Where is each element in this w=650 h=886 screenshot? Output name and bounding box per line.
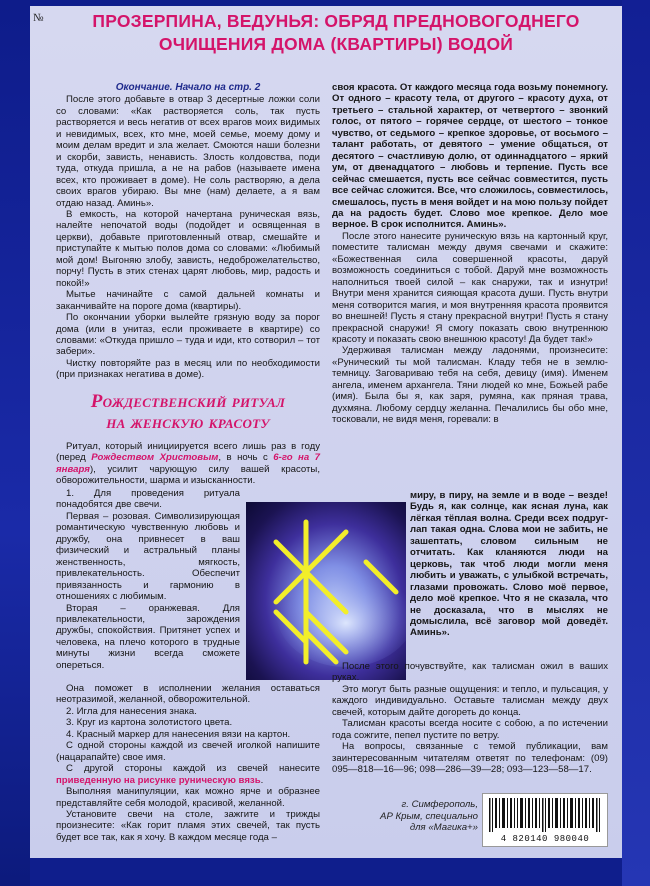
article1-paragraph-5: Чистку повторяйте раз в месяц или по необходимости (при признаках негатива в доме).: [56, 357, 320, 381]
month-spell: своя красота. От каждого месяца года возьму понемногу. От одного – красоту тела, от другого – красоту духа, от третьего – стальной характер, от четвертого – звонкий голос, от пятого – горячее сердце, от шестого – тонкое чувство, от седьмого – крепкое здоровье, от восьмого – талант работать, от девятого – умение общаться, от десятого – счастливую долю, от одиннадцатого – яркий ум, от двенадцатого – любовь и терпение. Пусть все сейчас смешается, пусть все сейчас совместится, пусть все сейчас сложится. Все, что сложилось, совместилось, смешалось, пусть в меня войдет и на мою пользу пойдет да на радость будет. Слово мое крепкое. Дело мое верное. В срок исполнится. Аминь».: [332, 82, 608, 231]
spell-continued: [410, 490, 608, 639]
keep-paragraph: Талисман красоты всегда носите с собою, а по истечении года сожгите, пепел пустите по ветру.: [332, 718, 608, 741]
rune-photo: [246, 502, 406, 680]
other-text-a: С другой стороны каждой из свечей нанесите: [66, 763, 320, 775]
ritual-intro-paragraph: [56, 441, 320, 487]
ritual-items-continued: [56, 683, 320, 843]
article1-paragraph-4: По окончании уборки вылейте грязную воду за порог дома (или в унитаз, если проживаете в квартире) со словами: «Откуда пришло – туда и иди, кто сотворил – тот забери».: [56, 312, 320, 358]
sensation-paragraph: Это могут быть разные ощущения: и тепло, и пульсация, у каждого индивидуально. Оставьте талисман между двух свечей, которым дайте догореть до конца.: [332, 683, 608, 718]
contacts-paragraph: На вопросы, связанные с темой публикации, вам заинтересованным читателям ответят по телефонам: (09) 095—818—16—96; 098—286—39—28; 093—123—58—17.: [332, 741, 608, 776]
intro-text-c: ), усилит чарующую силу вашей красоты, обворожительности, шарма и изысканности.: [56, 463, 320, 487]
pink-candle: Первая – розовая. Символизирующая романтическую чувственную любовь и дружбу, она привнесет в ваш физический и астральный планы женственность, мягкость, привлекательность. Обеспечит привязанность и гармонию в отношениях с любимым.: [56, 510, 240, 603]
ritual-items: [56, 488, 240, 671]
talisman-paragraph: После этого нанесите руническую вязь на картонный круг, поместите талисман между двумя свечами и скажите: «Божественная сила совершенной красоты, даруй возможность соединиться с тобой. Даруй мне возможность наполниться твоей силой – как снаружи, так и изнутри! Внутри меня хранится сияющая красота души. Пусть внутри меня сотворится магия, и моя внутренняя красота проявится во внешней! Пусть я стану прекрасной внутри! Пусть я стану прекрасной снаружи! Я смогу показать свою внутреннюю красоту и показать свою внешнюю красоту! Да будет так!»: [332, 230, 608, 345]
signature-line-3: для «Магика+»: [409, 822, 478, 833]
barcode: [482, 793, 608, 847]
other-side-paragraph: [56, 763, 320, 786]
barcode-number: 4 820140 980040: [500, 834, 590, 844]
continued-note: Окончание. Начало на стр. 2: [115, 82, 261, 93]
intro-date: 6-го на 7 января: [56, 452, 320, 475]
item-2: 2. Игла для нанесения знака.: [66, 705, 197, 717]
barcode-bars-icon: [489, 798, 601, 832]
name-paragraph: С одной стороны каждой из свечей иголкой напишите (нацарапайте) свое имя.: [56, 740, 320, 763]
other-highlight: приведенную на рисунке руническую вязь: [56, 774, 261, 786]
orange-candle: Вторая – оранжевая. Для привлекательности, зарождения дружбы, спокойствия. Притянет успех и человека, на плечо которого в трудные минуты жизни всегда сможете опереться.: [56, 602, 240, 671]
article1-paragraph-3: Мытье начинайте с самой дальней комнаты и заканчивайте на пороге дома (квартиры).: [56, 289, 320, 312]
candles-paragraph: Установите свечи на столе, зажгите и трижды произнесите: «Как горит пламя этих свечей, так пусть будет все так, как я хочу. В каждом месяце года –: [56, 808, 320, 843]
article-headline: [86, 10, 586, 56]
ritual-intro: [56, 441, 320, 487]
headline-line-2: ОЧИЩЕНИЯ ДОМА (КВАРТИРЫ) ВОДОЙ: [158, 34, 514, 54]
hold-talisman-paragraph: Удерживая талисман между ладонями, произнесите: «Рунический ты мой талисман. Кладу тебя не в землю-темницу. Заговариваю тебя на себя, девицу (имя). Именем ангела, именем архангела. Тяни людей ко мне, Божьей рабе (имя). Была бы я, как заря, румяна, как пряная трава, духмяна. Любому сердцу желанна. Печалились бы обо мне, тосковали, не видя меня, горевали: в: [332, 345, 608, 426]
signature-line-2: АР Крым, специально: [380, 810, 478, 822]
ritual-title-line-1: Рождественский ритуал: [90, 391, 286, 412]
left-blue-border: [0, 0, 30, 886]
intro-text-a: Ритуал, который инициируется всего лишь раз в году (перед: [56, 441, 320, 464]
other-text-b: .: [260, 774, 264, 786]
headline-line-1: ПРОЗЕРПИНА, ВЕДУНЬЯ: ОБРЯД ПРЕДНОВОГОДНЕГО: [92, 11, 580, 31]
right-blue-border: [622, 0, 650, 886]
help-paragraph: Она поможет в исполнении желания оставаться неотразимой, желанной, обворожительной.: [56, 683, 320, 706]
right-column-end: [332, 661, 608, 776]
intro-christmas: Рождеством Христовым: [91, 452, 219, 464]
article1-paragraph-2: В емкость, на которой начертана руническая вязь, налейте непочатой воды (подойдет и освященная в церкви), добавьте приготовленный отвар, смешайте и приступайте к мытью полов дома со словами: «Любимый мой дом! Выгоняю злобу, зависть, недоброжелательство, порчу! Пусть в этих стенах царят любовь, мир, радость и покой!»: [56, 208, 320, 289]
item-4: 4. Красный маркер для нанесения вязи на картон.: [66, 728, 291, 740]
feel-paragraph: После этого почувствуйте, как талисман ожил в ваших руках.: [332, 661, 608, 684]
article1-column: [56, 82, 320, 381]
author-signature: [328, 799, 478, 834]
item-1: 1. Для проведения ритуала понадобятся две свечи.: [56, 488, 240, 511]
runic-binding-icon: [246, 502, 406, 680]
ritual-title-line-2: на женскую красоту: [106, 412, 270, 433]
right-column: [332, 82, 608, 426]
signature-line-1: г. Симферополь,: [401, 799, 478, 810]
spell-text: миру, в пиру, на земле и в воде – везде! Будь я, как солнце, как ясная луна, как лёгкая тёплая волна. Среди всех подруг-лап такая одна. Слова мои не забить, не зашептать, словом сильным не отчитать. Как кланяются люди на церковь, так чтоб люди могли меня любить и уважать, с улыбкой встречать, глазами провожать. Слово моё первое, дело моё крепкое. Что я не сказала, что не досказала, что в мыслях не домыслила, всё заговор мой доведёт. Аминь».: [410, 490, 608, 639]
corner-mark: №: [33, 12, 44, 24]
article1-paragraph-1: После этого добавьте в отвар 3 десертные ложки соли со словами: «Как растворяется соль, так пусть растворяется и весь негатив от всех врагов моих видимых и невидимых, всех, кто мне, моей семье, моему дому и моим делам вредит и зла желает. Смоются наши болезни и скорби, зависть, ненависть. Злость колдовства, поди туда, откуда пришла, а не на рабов (называете имена всех, кто проживает в доме). Не соль растворяю, а дела своих врагов убираю. Вы мне (нам) делаете, а я вам отдаю назад. Аминь».: [56, 94, 320, 209]
intro-text-b: , в ночь с: [218, 452, 274, 464]
item-3: 3. Круг из картона золотистого цвета.: [66, 717, 233, 729]
ritual-title: [58, 391, 318, 433]
manipulation-paragraph: Выполняя манипуляции, как можно ярче и образнее представляйте себя молодой, красивой, желанной.: [56, 786, 320, 809]
